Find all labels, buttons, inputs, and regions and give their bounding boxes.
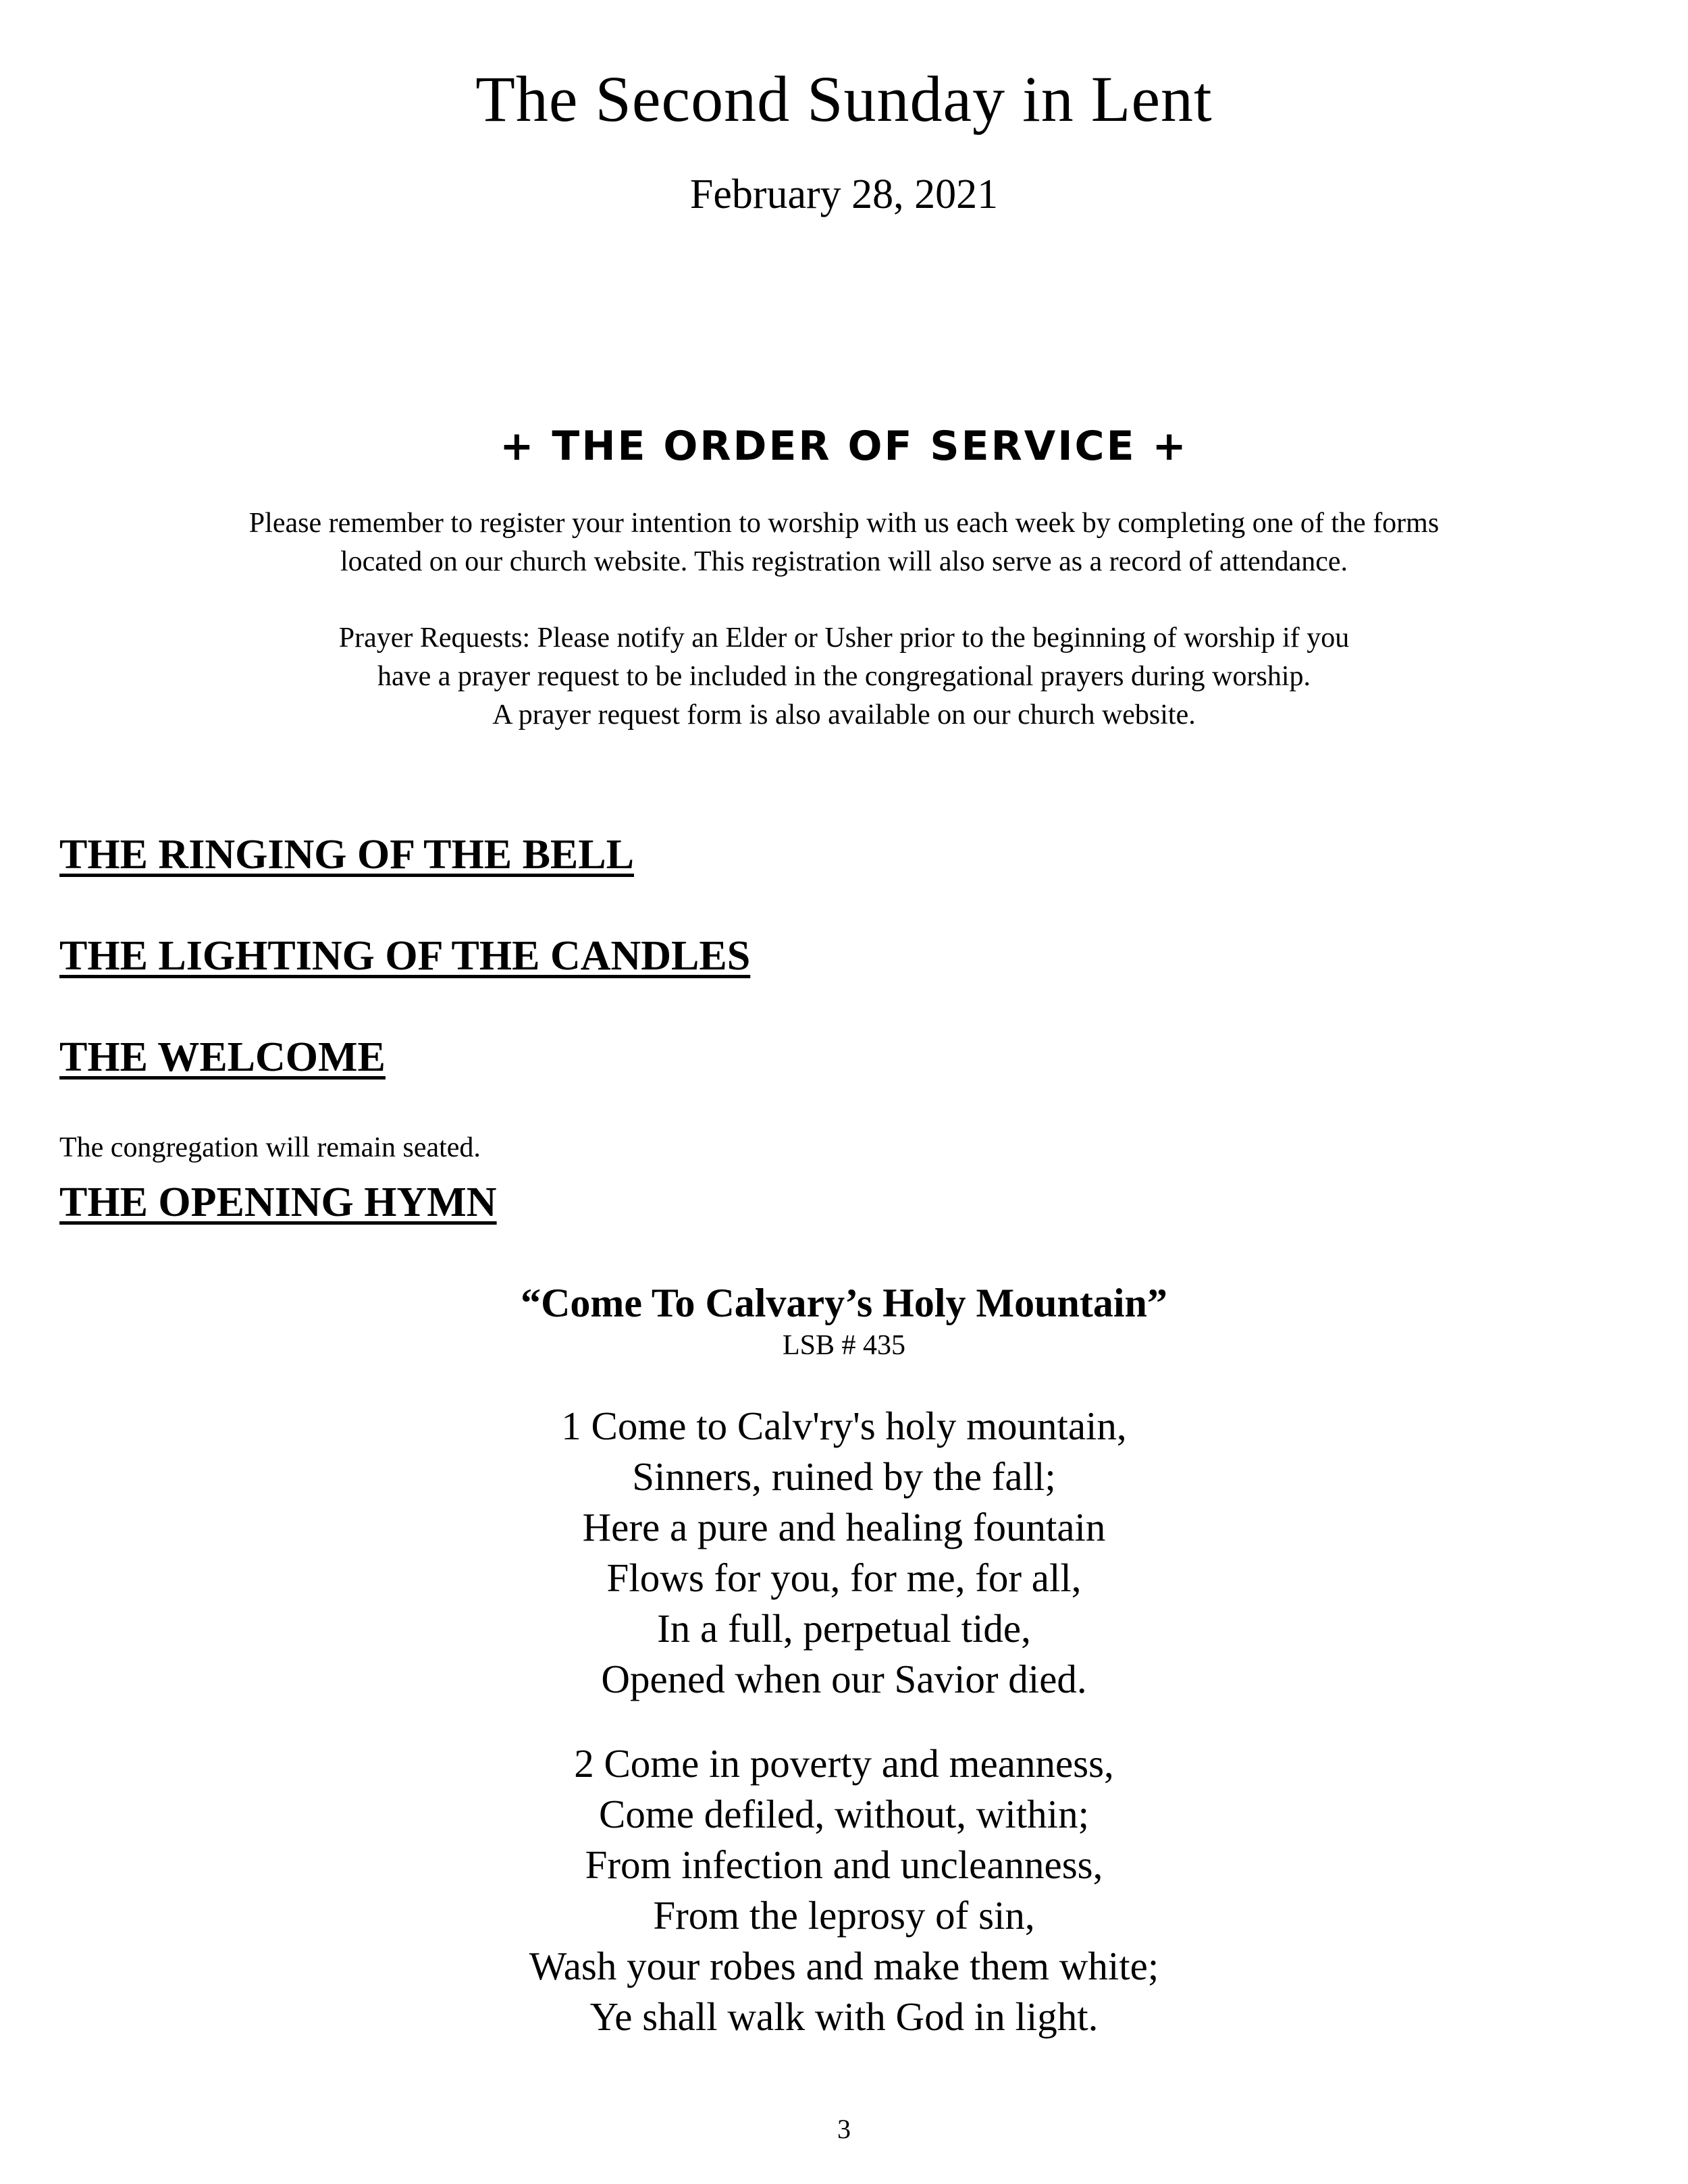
verse-line: Wash your robes and make them white; bbox=[529, 1944, 1159, 1988]
verse-line: 2 Come in poverty and meanness, bbox=[574, 1741, 1114, 1786]
notice-line: Please remember to register your intention to worship with us each week by completing one of the forms bbox=[248, 508, 1440, 539]
section-ringing-of-the-bell: THE RINGING OF THE BELL bbox=[59, 832, 634, 878]
section-opening-hymn: THE OPENING HYMN bbox=[59, 1179, 497, 1225]
service-date: February 28, 2021 bbox=[689, 171, 999, 217]
notice-line: located on our church website. This registration will also serve as a record of attendance. bbox=[340, 546, 1348, 577]
verse-line: Sinners, ruined by the fall; bbox=[632, 1454, 1056, 1499]
verse-line: Ye shall walk with God in light. bbox=[589, 1994, 1099, 2039]
page-number: 3 bbox=[837, 2114, 851, 2144]
section-lighting-of-the-candles: THE LIGHTING OF THE CANDLES bbox=[59, 933, 751, 979]
verse-line: Opened when our Savior died. bbox=[601, 1657, 1087, 1701]
verse-line: In a full, perpetual tide, bbox=[657, 1606, 1031, 1651]
verse-line: From infection and uncleanness, bbox=[585, 1842, 1103, 1887]
verse-line: From the leprosy of sin, bbox=[653, 1893, 1035, 1938]
page-title: The Second Sunday in Lent bbox=[475, 63, 1213, 135]
notice-line: Prayer Requests: Please notify an Elder or Usher prior to the beginning of worship if you bbox=[338, 622, 1350, 654]
hymn-verse-1 bbox=[0, 1401, 1688, 1705]
notice-line: have a prayer request to be included in the congregational prayers during worship. bbox=[377, 661, 1311, 692]
prayer-request-notice bbox=[0, 619, 1688, 735]
hymn-verse-2 bbox=[0, 1738, 1688, 2042]
verse-line: Here a pure and healing fountain bbox=[582, 1505, 1106, 1549]
registration-notice bbox=[0, 504, 1688, 581]
order-of-service-heading: + THE ORDER OF SERVICE + bbox=[500, 423, 1188, 470]
hymn-title: “Come To Calvary’s Holy Mountain” bbox=[521, 1281, 1167, 1325]
verse-line: Flows for you, for me, for all, bbox=[606, 1555, 1082, 1600]
verse-line: Come defiled, without, within; bbox=[599, 1792, 1089, 1836]
section-welcome: THE WELCOME bbox=[59, 1034, 386, 1080]
hymn-number: LSB # 435 bbox=[782, 1330, 906, 1361]
seating-instruction: The congregation will remain seated. bbox=[59, 1132, 481, 1163]
notice-line: A prayer request form is also available on our church website. bbox=[492, 699, 1196, 730]
verse-line: 1 Come to Calv'ry's holy mountain, bbox=[561, 1404, 1127, 1448]
